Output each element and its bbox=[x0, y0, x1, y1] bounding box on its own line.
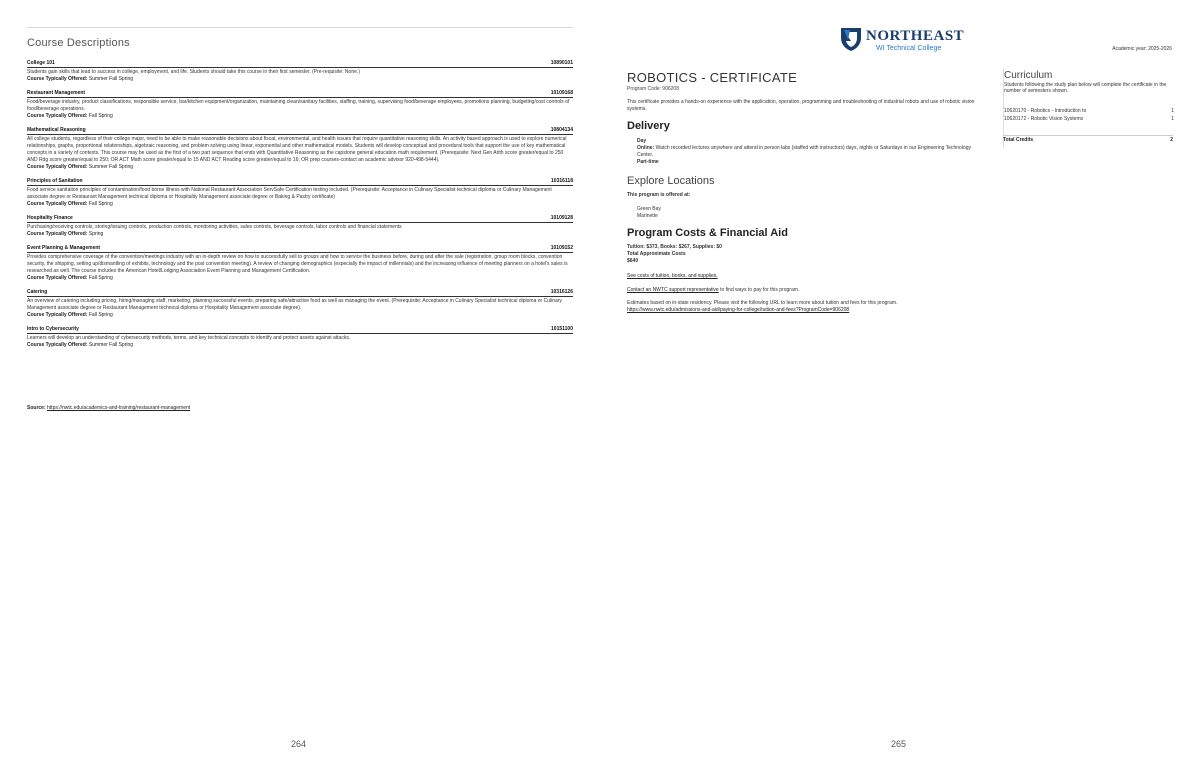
course-offered bbox=[27, 164, 573, 171]
course-offered-terms: Spring bbox=[88, 231, 104, 237]
source-label: Source: bbox=[27, 405, 46, 411]
course-name: Principles of Sanitation bbox=[27, 178, 83, 184]
course-offered bbox=[27, 113, 573, 120]
shield-logo-icon bbox=[840, 26, 862, 52]
delivery-online-label: Online: bbox=[637, 145, 655, 151]
course-header bbox=[27, 215, 573, 223]
course-offered bbox=[27, 342, 573, 349]
program-code: Program Code: 906208 bbox=[627, 86, 679, 92]
program-description: This certificate provides a hands-on experience with the application, operation, programming and troubleshooting of industrial robots and use of robotic vision systems. bbox=[627, 99, 975, 112]
course-description: Food service sanitation principles of contamination/food borne illness with National Restaurant Association ServSafe Certification testing included. (Prerequisite: Acceptance in Culinary Specialist technical diploma or Culinary Management associate degree or Restaurant Management technical diploma or Hospitality Management associate degree or Baking & Pastry certificate) bbox=[27, 187, 552, 200]
course-offered-label: Course Typically Offered: bbox=[27, 201, 88, 207]
course-offered-terms: Summer Fall Spring bbox=[88, 342, 134, 348]
top-divider bbox=[27, 27, 573, 28]
curriculum-credits: 1 bbox=[1171, 108, 1174, 114]
course-code: 10109168 bbox=[550, 90, 573, 96]
course-header bbox=[27, 326, 573, 334]
course-code: 10804134 bbox=[550, 127, 573, 133]
course-name: Hospitality Finance bbox=[27, 215, 73, 221]
source-link[interactable]: https://nwtc.edu/academics-and-training/restaurant-management bbox=[47, 405, 191, 411]
course-code: 10151100 bbox=[551, 326, 573, 332]
course-offered-label: Course Typically Offered: bbox=[27, 113, 88, 119]
curriculum-total bbox=[1003, 135, 1173, 143]
course-entry bbox=[27, 215, 573, 238]
course-offered bbox=[27, 76, 573, 83]
course-code: 10109128 bbox=[550, 215, 573, 221]
course-description: Learners will develop an understanding of cybersecurity methods, terms, and key technical concepts to identify and protect assets against attacks. bbox=[27, 335, 351, 341]
course-name: Catering bbox=[27, 289, 48, 295]
course-entry bbox=[27, 127, 573, 171]
course-name: Intro to Cybersecurity bbox=[27, 326, 79, 332]
course-name: Restaurant Management bbox=[27, 90, 86, 96]
total-credits-label: Total Credits bbox=[1003, 137, 1034, 143]
course-description: Food/beverage industry, product classifications, responsible service, bar/kitchen equipment/organization, maintaining clean/sanitary facilities, staffing, training, supervising food/beverage employees, promotions planning, budgeting/cost controls of food/beverage operations. bbox=[27, 99, 570, 112]
course-offered-label: Course Typically Offered: bbox=[27, 76, 88, 82]
course-offered-terms: Fall Spring bbox=[88, 201, 113, 207]
course-description: Purchasing/receiving controls, storing/issuing controls, production controls, monitoring activities, sales controls, beverage controls, labor controls and financial statements bbox=[27, 224, 402, 230]
right-page bbox=[600, 0, 1200, 776]
course-code: 10316118 bbox=[551, 178, 573, 184]
course-code: 10890101 bbox=[550, 60, 573, 66]
course-header bbox=[27, 289, 573, 297]
delivery-online-text: Watch recorded lectures anywhere and attend in person labs (staffed with instructors) days, nights or Saturdays in our Engineering Technology Center. bbox=[637, 145, 971, 158]
course-description: An overview of catering including pricing, hiring/managing staff, marketing, planning successful events, preparing safe/attractive food as well as managing the event. (Prerequisite: Acceptance in Culinary Specialist technical diploma or Culinary Management associate degree or Restaurant Management technical diploma or Hospitality Management associate degree). bbox=[27, 298, 562, 311]
tuition-url-row bbox=[627, 307, 849, 314]
course-entry bbox=[27, 178, 573, 208]
course-code: 10109152 bbox=[550, 245, 573, 251]
course-code: 10316126 bbox=[550, 289, 573, 295]
costs-link[interactable]: See costs of tuition, books, and supplies. bbox=[627, 273, 718, 279]
course-entry bbox=[27, 289, 573, 319]
logo-wordmark: NORTHEAST bbox=[866, 28, 965, 44]
course-offered-label: Course Typically Offered: bbox=[27, 231, 88, 237]
course-offered-terms: Summer Fall Spring bbox=[88, 164, 134, 170]
course-offered-label: Course Typically Offered: bbox=[27, 342, 88, 348]
course-offered-terms: Fall Spring bbox=[88, 113, 113, 119]
course-offered bbox=[27, 312, 573, 319]
course-offered bbox=[27, 275, 573, 282]
course-name: College 101 bbox=[27, 60, 55, 66]
course-offered-label: Course Typically Offered: bbox=[27, 164, 88, 170]
course-offered-terms: Summer Fall Spring bbox=[88, 76, 134, 82]
course-header bbox=[27, 90, 573, 98]
course-name: Event Planning & Management bbox=[27, 245, 101, 251]
course-entry bbox=[27, 60, 573, 83]
page-number-left: 264 bbox=[291, 739, 307, 749]
course-list bbox=[27, 60, 573, 356]
course-offered-label: Course Typically Offered: bbox=[27, 275, 88, 281]
program-title: ROBOTICS - CERTIFICATE bbox=[627, 70, 798, 85]
costs-total-value: $640 bbox=[627, 258, 639, 264]
support-row bbox=[627, 287, 799, 294]
curriculum-course: 10620172 - Robotic Vision Systems bbox=[1004, 116, 1084, 122]
course-header bbox=[27, 127, 573, 135]
delivery-details bbox=[637, 138, 977, 166]
course-header bbox=[27, 245, 573, 253]
support-link[interactable]: Contact an NWTC support representative bbox=[627, 287, 719, 293]
course-offered-label: Course Typically Offered: bbox=[27, 312, 88, 318]
curriculum-row bbox=[1004, 116, 1174, 122]
course-description: Provides comprehensive coverage of the convention/meetings industry with an in-depth review on how to successfully sell to groups and how to service the business before, during and after the sale (registration, group room blocks, convention security, the shipping, setting up/dismantling of exhibits, technology and the post convention meeting). A review of changing demographics (especially the impact of millennials) and the increasing influence of meeting planners on a hotel's sales is researched as well. The course includes the American Hotel/Lodging Association Event Planning and Management Certification. bbox=[27, 254, 568, 274]
course-header bbox=[27, 60, 573, 68]
curriculum-row bbox=[1004, 108, 1174, 114]
delivery-part-time: Part-time bbox=[637, 159, 659, 165]
curriculum-title: Curriculum bbox=[1004, 70, 1053, 81]
locations-offered-at: This program is offered at: bbox=[627, 192, 691, 198]
curriculum-credits: 1 bbox=[1171, 116, 1174, 122]
course-entry bbox=[27, 326, 573, 349]
page-title: Course Descriptions bbox=[27, 37, 130, 49]
curriculum-course: 10620170 - Robotics - Introduction to bbox=[1004, 108, 1087, 114]
tuition-url-link[interactable]: https://www.nwtc.edu/admissions-and-aid/paying-for-college/tuition-and-fees?ProgramCode=906208 bbox=[627, 307, 850, 313]
course-offered-terms: Fall Spring bbox=[88, 312, 113, 318]
costs-heading: Program Costs & Financial Aid bbox=[627, 227, 788, 239]
source-line bbox=[27, 405, 190, 411]
location-item: Marinette bbox=[637, 213, 658, 219]
page-number-right: 265 bbox=[891, 739, 907, 749]
curriculum-note: Students following the study plan below will complete the certificate in the number of semesters shown. bbox=[1004, 82, 1167, 94]
course-header bbox=[27, 178, 573, 186]
course-description: All college students, regardless of their college major, need to be able to make reasonable decisions about fiscal, environmental, and health issues that require quantitative reasoning skills. An activity based approach is used to explore numerical relationships, graphs, proportional relationships, algebraic reasoning, and problem solving using linear, exponential and other mathematical models. Students will develop conceptual and procedural tools that support the use of key mathematical concepts in a variety of contexts. This course may be used as the first of a two part sequence that ends with Quantitative Reasoning as the capstone general education math requirement. (Prerequisite: Next Gen Arith score greater/equal to 250 AND Rdg score greater/equal to 250; OR ACT Math score greater/equal to 15 AND ACT Reading score greater/equal to 16; OR prep courses-contact an academic advisor 920-498-5444). bbox=[27, 136, 567, 163]
costs-total-label: Total Approximate Costs bbox=[627, 251, 686, 257]
course-entry bbox=[27, 90, 573, 120]
college-logo bbox=[840, 26, 1000, 56]
course-offered bbox=[27, 201, 573, 208]
course-description: Students gain skills that lead to success in college, employment, and life. Students should take this course in their first semester. (Pre-requisite: None.) bbox=[27, 69, 360, 75]
course-entry bbox=[27, 245, 573, 282]
costs-estimate: Estimates based on in-state residency. Please visit the following URL to learn more about tuition and fees for this program. bbox=[627, 300, 898, 306]
total-credits-value: 2 bbox=[1170, 137, 1173, 143]
academic-year: Academic year: 2025-2026 bbox=[1112, 46, 1172, 52]
course-name: Mathematical Reasoning bbox=[27, 127, 86, 133]
delivery-heading: Delivery bbox=[627, 120, 670, 132]
locations-heading: Explore Locations bbox=[627, 175, 715, 187]
course-offered-terms: Fall Spring bbox=[88, 275, 113, 281]
delivery-day: Day bbox=[637, 138, 647, 144]
location-item: Green Bay bbox=[637, 206, 661, 212]
costs-link-row bbox=[627, 273, 718, 280]
support-text: to find ways to pay for this program. bbox=[718, 287, 800, 293]
costs-breakdown: Tuition: $373, Books: $267, Supplies: $0 bbox=[627, 244, 722, 250]
course-offered bbox=[27, 231, 573, 238]
logo-subtitle: WI Technical College bbox=[876, 45, 942, 52]
